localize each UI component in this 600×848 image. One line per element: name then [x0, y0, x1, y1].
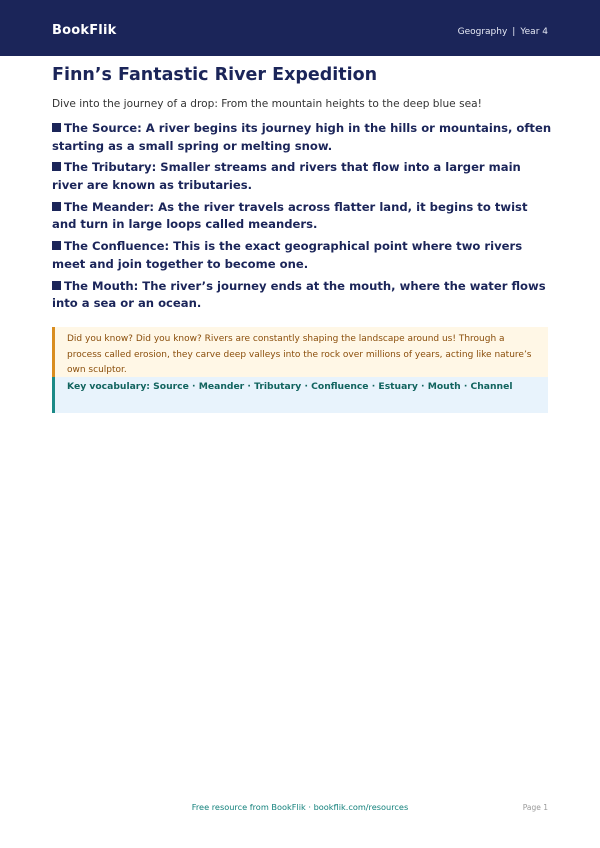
point-text: The Mouth: The river’s journey ends at the mouth, where the water flows into a sea or an ocean. — [52, 278, 546, 311]
square-bullet-icon — [52, 162, 61, 171]
page-header — [0, 0, 600, 56]
point-text: The Meander: As the river travels across flatter land, it begins to twist and turn in large loops called meanders. — [52, 199, 528, 232]
breadcrumb-separator: | — [512, 27, 516, 37]
square-bullet-icon — [52, 281, 61, 290]
fun-fact-box: Did you know? Did you know? Rivers are constantly shaping the landscape around us! Through a process called erosion, they carve deep valleys into the rock over millions of years, acting like nature’s own sculptor. — [52, 327, 548, 377]
page-title: Finn’s Fantastic River Expedition — [52, 65, 378, 85]
header-breadcrumb — [458, 27, 548, 37]
list-item — [52, 238, 552, 273]
list-item — [52, 120, 552, 155]
brand-logo[interactable]: BookFlik — [52, 23, 117, 38]
point-text: The Tributary: Smaller streams and rivers that flow into a larger main river are known as tributaries. — [52, 160, 521, 192]
square-bullet-icon — [52, 241, 61, 250]
footer-link[interactable]: Free resource from BookFlik · bookflik.com/resources — [191, 802, 409, 812]
list-item — [52, 278, 552, 313]
square-bullet-icon — [52, 123, 61, 132]
list-item — [52, 159, 552, 194]
point-text: The Confluence: This is the exact geographical point where two rivers meet and join together to become one. — [52, 239, 523, 271]
square-bullet-icon — [52, 202, 61, 211]
page-number: Page 1 — [522, 803, 548, 812]
vocabulary-box: Key vocabulary: Source · Meander · Tributary · Confluence · Estuary · Mouth · Channel — [52, 377, 548, 413]
point-text: The Source: A river begins its journey high in the hills or mountains, often starting as a small spring or melting snow. — [52, 121, 552, 153]
intro-text: Dive into the journey of a drop: From the mountain heights to the deep blue sea! — [52, 98, 482, 110]
key-points-list — [52, 120, 552, 317]
level-label: Year 4 — [520, 27, 548, 37]
list-item — [52, 199, 552, 234]
subject-label: Geography — [457, 27, 508, 37]
